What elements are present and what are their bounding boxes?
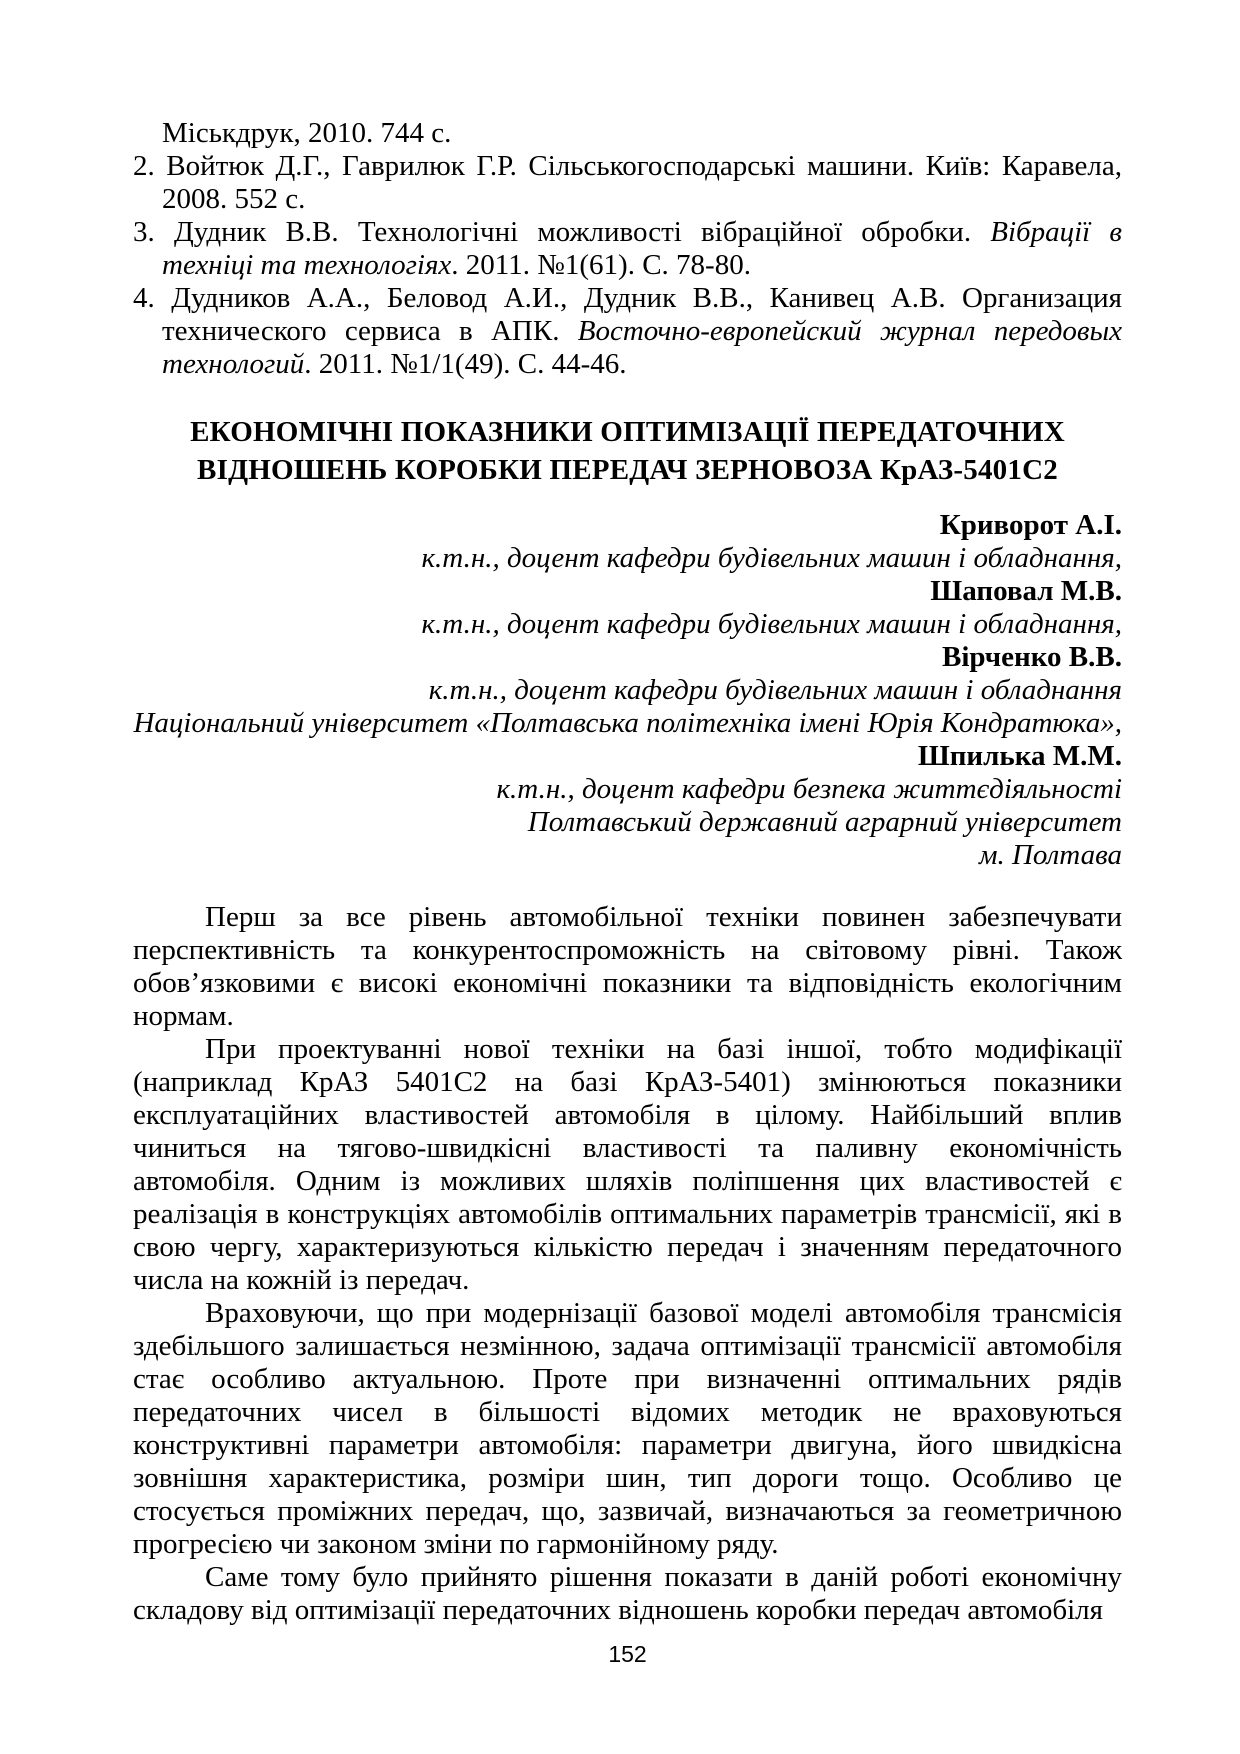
reference-number: 3.: [133, 216, 155, 248]
author-affiliation: к.т.н., доцент кафедри будівельних машин і обладнання,: [421, 542, 1122, 574]
body-paragraph-2: При проектуванні нової техніки на базі іншої, тобто модифікації (наприклад КрАЗ 5401С2 на базі КрАЗ-5401) змінюються показники експлуатаційних властивостей автомобіля в цілому. Найбільший вплив чиниться на тягово-швидкісні властивості та паливну економічність автомобіля. Одним із можливих шляхів поліпшення цих властивостей є реалізація в конструкціях автомобілів оптимальних параметрів трансмісії, які в свою чергу, характеризуються кількістю передач і значенням передаточного числа на кожній із передач.: [133, 1033, 1122, 1296]
article-title: [133, 413, 1122, 489]
author-affiliation: к.т.н., доцент кафедри будівельних машин і обладнання,: [421, 608, 1122, 640]
body-paragraph-1: Перш за все рівень автомобільної техніки повинен забезпечувати перспективність та конкурентоспроможність на світовому рівні. Також обов’язковими є високі економічні показники та відповідність екологічним нормам.: [133, 901, 1122, 1032]
author-university: Національний університет «Полтавська політехніка імені Юрія Кондратюка»,: [133, 707, 1122, 739]
body-paragraph-4: Саме тому було прийнято рішення показати в даній роботі економічну складову від оптимізації передаточних відношень коробки передач автомобіля: [133, 1561, 1122, 1626]
reference-text: Дудников А.А., Беловод А.И., Дудник В.В., Канивец А.В. Организация технического сервиса в АПК.: [162, 282, 1122, 347]
author-affiliation: к.т.н., доцент кафедри безпека життєдіяльності: [496, 773, 1122, 805]
reference-text-after: . 2011. №1/1(49). С. 44-46.: [304, 348, 627, 380]
reference-text: Войтюк Д.Г., Гаврилюк Г.Р. Сільськогосподарські машини. Київ: Каравела, 2008. 552 с.: [162, 150, 1123, 215]
article-body: [133, 901, 1122, 1627]
reference-text-after: . 2011. №1(61). С. 78-80.: [451, 249, 751, 281]
reference-item-3: [133, 216, 1122, 282]
article-title-line-2: ВІДНОШЕНЬ КОРОБКИ ПЕРЕДАЧ ЗЕРНОВОЗА КрАЗ-5401С2: [197, 454, 1058, 486]
author-city: м. Полтава: [978, 839, 1122, 871]
body-paragraph-3: Враховуючи, що при модернізації базової моделі автомобіля трансмісія здебільшого залишається незмінною, задача оптимізації трансмісії автомобіля стає особливо актуальною. Проте при визначенні оптимальних рядів передаточних чисел в більшості відомих методик не враховуються конструктивні параметри автомобіля: параметри двигуна, його швидкісна зовнішня характеристика, розміри шин, тип дороги тощо. Особливо це стосується проміжних передач, що, зазвичай, визначаються за геометричною прогресією чи законом зміни по гармонійному ряду.: [133, 1297, 1122, 1560]
reference-number: 4.: [133, 282, 155, 314]
author-affiliation: к.т.н., доцент кафедри будівельних машин і обладнання: [428, 674, 1122, 706]
author-name: Вірченко В.В.: [941, 641, 1122, 673]
reference-item-4: [133, 282, 1122, 381]
author-name: Шпилька М.М.: [917, 740, 1122, 772]
reference-number: 2.: [133, 150, 155, 182]
reference-item-2: [133, 150, 1122, 216]
reference-source-title: Восточно-европейский журнал передовых технологий: [162, 315, 1122, 380]
reference-text: Дудник В.В. Технологічні можливості вібраційної обробки.: [173, 216, 991, 248]
author-name: Шаповал М.В.: [930, 575, 1122, 607]
article-title-line-1: ЕКОНОМІЧНІ ПОКАЗНИКИ ОПТИМІЗАЦІЇ ПЕРЕДАТОЧНИХ: [190, 416, 1065, 448]
author-name: Криворот А.І.: [939, 509, 1122, 541]
author-university: Полтавський державний аграрний університет: [527, 806, 1122, 838]
reference-item-1-continuation: Міськдрук, 2010. 744 с.: [162, 117, 452, 149]
authors-block: [133, 509, 1122, 872]
reference-source-title: Вібрації в техніці та технологіях: [162, 216, 1123, 281]
reference-list: [133, 117, 1122, 381]
page-number: 152: [608, 1641, 647, 1667]
